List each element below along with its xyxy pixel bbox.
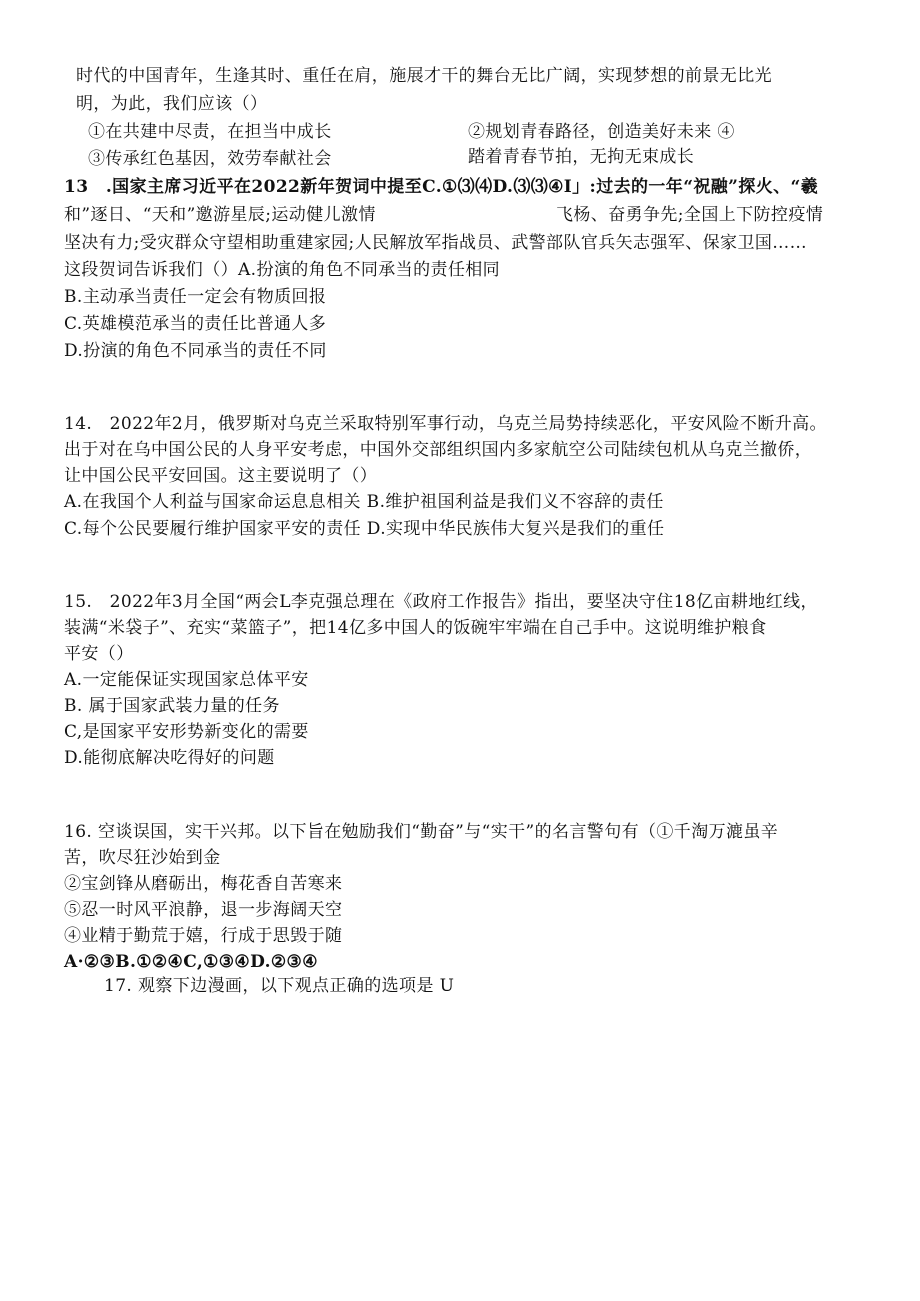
q14-stem-line1: 14. 2022年2月，俄罗斯对乌克兰采取特别军事行动，乌克兰局势持续恶化，平安风险不断升高。	[64, 414, 827, 434]
q13-stem-line3: 坚决有力;受灾群众守望相助重建家园;人民解放军指战员、武警部队官兵矢志强军、保家卫国……	[64, 233, 808, 253]
q12-stem-line1: 时代的中国青年，生逢其时、重任在肩，施展才干的舞台无比广阔，实现梦想的前景无比光	[76, 66, 772, 86]
q16-options: A·②③B.①②④C,①③④D.②③④	[64, 952, 318, 972]
q16-item-2: ②宝剑锋从磨砺出，梅花香自苦寒来	[64, 874, 343, 894]
q15-option-c: C,是国家平安形势新变化的需要	[64, 722, 309, 742]
q15-option-b: B. 属于国家武装力量的任务	[64, 696, 280, 716]
q15-stem-line3: 平安（）	[64, 644, 134, 664]
q15-option-a: A.一定能保证实现国家总体平安	[64, 670, 309, 690]
q13-stem-line1: 13 .国家主席习近平在2022新年贺词中提至C.①⑶⑷D.⑶⑶④I」:过去的一年“祝融”探火、“羲	[64, 177, 819, 197]
q13-stem-line4: 这段贺词告诉我们（）A.扮演的角色不同承当的责任相同	[64, 260, 501, 280]
q16-item-3: ⑤忍一时风平浪静，退一步海阔天空	[64, 900, 343, 920]
q14-stem-line2: 出于对在乌中国公民的人身平安考虑，中国外交部组织国内多家航空公司陆续包机从乌克兰撤侨，	[64, 440, 813, 460]
q16-stem-line2: 苦，吹尽狂沙始到金	[64, 848, 221, 868]
q12-stem-line2: 明，为此，我们应该（）	[76, 94, 268, 114]
q13-option-b: B.主动承当责任一定会有物质回报	[64, 287, 327, 307]
q16-stem-line1: 16. 空谈误国，实干兴邦。以下旨在勉励我们“勤奋”与“实干”的名言警句有（①千淘万漉虽辛	[64, 822, 779, 842]
q13-stem-line2a: 和”逐日、“天和”邀游星辰;运动健儿激情	[64, 205, 376, 225]
q17-stem-line1: 17. 观察下边漫画，以下观点正确的选项是 U	[104, 976, 455, 996]
q14-options-ab: A.在我国个人利益与国家命运息息相关 B.维护祖国利益是我们义不容辞的责任	[64, 492, 664, 512]
q12-option-3: ③传承红色基因，效劳奉献社会	[88, 149, 332, 169]
q12-option-4: 踏着青春节拍，无拘无束成长	[468, 147, 695, 167]
q15-stem-line2: 装满“米袋子”、充实“菜篮子”，把14亿多中国人的饭碗牢牢端在自己手中。这说明维护粮食	[64, 618, 767, 638]
q15-stem-line1: 15. 2022年3月全国“两会L李克强总理在《政府工作报告》指出，要坚决守住18亿亩耕地红线，	[64, 592, 818, 612]
q12-option-1: ①在共建中尽责，在担当中成长	[88, 122, 332, 142]
q12-option-2: ②规划青春路径，创造美好未来 ④	[468, 122, 735, 142]
q13-stem-line2b: 飞杨、奋勇争先;全国上下防控疫情	[556, 205, 824, 225]
q15-option-d: D.能彻底解决吃得好的问题	[64, 748, 275, 768]
q14-stem-line3: 让中国公民平安回国。这主要说明了（）	[64, 466, 378, 486]
q16-item-4: ④业精于勤荒于嬉，行成于思毁于随	[64, 926, 343, 946]
q13-option-d: D.扮演的角色不同承当的责任不同	[64, 341, 327, 361]
q14-options-cd: C.每个公民要履行维护国家平安的责任 D.实现中华民族伟大复兴是我们的重任	[64, 519, 665, 539]
q13-option-c: C.英雄模范承当的责任比普通人多	[64, 314, 327, 334]
